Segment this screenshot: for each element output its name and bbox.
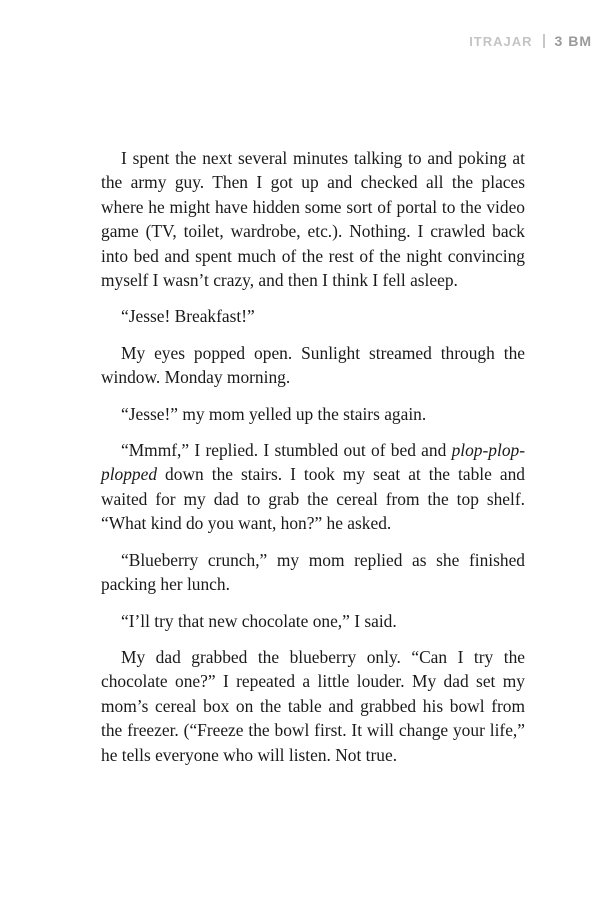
paragraph: My eyes popped open. Sunlight streamed through the window. Monday morning. [101, 342, 525, 388]
paragraph-text: down the stairs. I took my seat at the table and waited for my dad to grab the cereal from the top shelf. “What kind do you want, hon?” he asked. [101, 464, 525, 534]
paragraph: “Jesse!” my mom yelled up the stairs again. [121, 403, 427, 424]
paragraph: I spent the next several minutes talking to and poking at the army guy. Then I got up and checked all the places where he might have hidden some sort of portal to the video game (TV, toilet, wardrobe, etc.). Nothing. I crawled back into bed and spent much of the rest of the night convincing myself I wasn’t crazy, and then I think I fell asleep. [101, 148, 525, 291]
page-number-digit: 3 [554, 33, 564, 49]
header-divider [543, 34, 545, 48]
running-title: ITRAJAR [469, 33, 533, 49]
paragraph: My dad grabbed the blueberry only. “Can I try the chocolate one?” I repeated a little louder. My dad set my mom’s cereal box on the table and grabbed his bowl from the freezer. (“Freeze the bowl first. It will change your life,” he tells everyone who will listen. Not true. [101, 646, 525, 765]
page-number [555, 33, 592, 49]
body-text [101, 146, 525, 767]
paragraph [101, 438, 525, 536]
running-head [469, 33, 592, 49]
paragraph: “Jesse! Breakfast!” [121, 306, 255, 327]
paragraph: “Blueberry crunch,” my mom replied as she finished packing her lunch. [101, 549, 525, 595]
paragraph: “I’ll try that new chocolate one,” I said. [121, 610, 397, 631]
page-number-suffix: BM [568, 33, 592, 49]
emphasized-text: plop-plop-plopped [101, 440, 525, 485]
paragraph-text: “Mmmf,” I replied. I stumbled out of bed and [121, 440, 452, 461]
